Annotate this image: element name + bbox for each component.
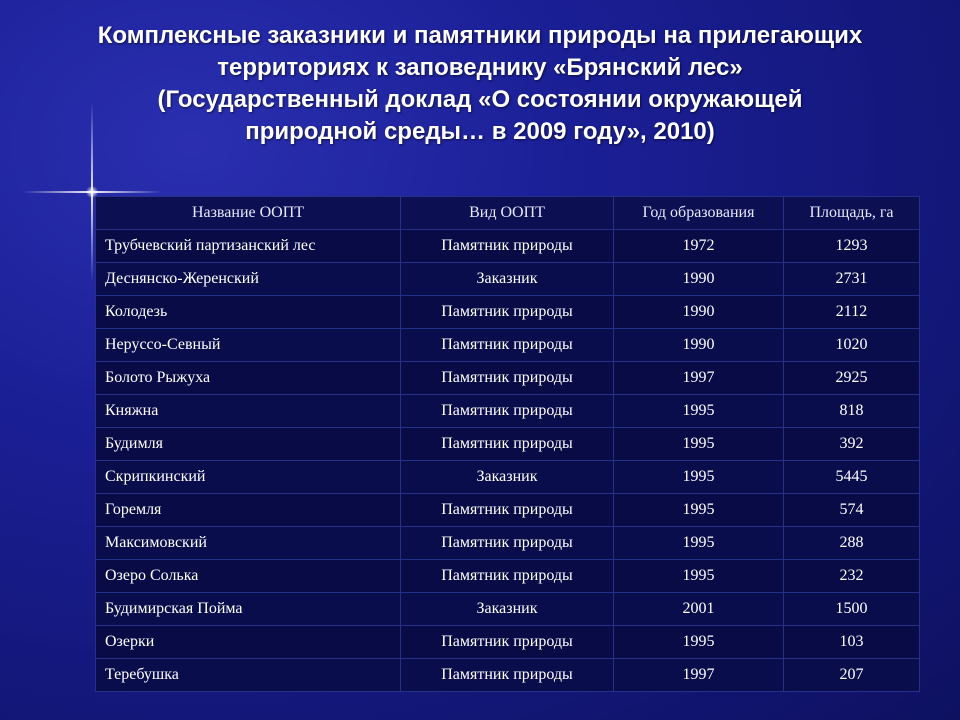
cell-area: 1500 (784, 593, 920, 626)
cell-name: Колодезь (96, 296, 401, 329)
table-row (96, 626, 920, 659)
cell-name: Деснянско-Жеренский (96, 263, 401, 296)
table-row (96, 659, 920, 692)
slide-title (30, 20, 930, 148)
cell-name: Болото Рыжуха (96, 362, 401, 395)
cell-type: Заказник (401, 593, 614, 626)
table-row (96, 428, 920, 461)
cell-area: 1293 (784, 230, 920, 263)
header-name: Название ООПТ (96, 197, 401, 230)
header-type: Вид ООПТ (401, 197, 614, 230)
cell-area: 818 (784, 395, 920, 428)
cell-name: Неруссо-Севный (96, 329, 401, 362)
cell-year: 1995 (614, 626, 784, 659)
cell-type: Памятник природы (401, 230, 614, 263)
cell-type: Памятник природы (401, 362, 614, 395)
table-row (96, 593, 920, 626)
cell-year: 1995 (614, 395, 784, 428)
cell-year: 1995 (614, 461, 784, 494)
cell-area: 1020 (784, 329, 920, 362)
cell-type: Памятник природы (401, 626, 614, 659)
cell-name: Теребушка (96, 659, 401, 692)
table-row (96, 296, 920, 329)
table-row (96, 329, 920, 362)
table-header (96, 197, 920, 230)
cell-type: Памятник природы (401, 527, 614, 560)
cell-year: 1997 (614, 659, 784, 692)
cell-year: 1995 (614, 494, 784, 527)
protected-areas-table-container (95, 196, 919, 692)
cell-name: Максимовский (96, 527, 401, 560)
cell-type: Памятник природы (401, 659, 614, 692)
cell-name: Княжна (96, 395, 401, 428)
cell-year: 1995 (614, 527, 784, 560)
header-area: Площадь, га (784, 197, 920, 230)
table-row (96, 362, 920, 395)
cell-type: Заказник (401, 461, 614, 494)
cell-type: Памятник природы (401, 560, 614, 593)
cell-year: 1997 (614, 362, 784, 395)
cell-area: 288 (784, 527, 920, 560)
cell-type: Памятник природы (401, 494, 614, 527)
cell-type: Памятник природы (401, 296, 614, 329)
title-line-2: территориях к заповеднику «Брянский лес» (217, 54, 743, 81)
title-line-3: (Государственный доклад «О состоянии окружающей (157, 86, 803, 113)
header-year: Год образования (614, 197, 784, 230)
cell-name: Будимля (96, 428, 401, 461)
cell-area: 392 (784, 428, 920, 461)
cell-year: 1990 (614, 296, 784, 329)
cell-name: Озеро Солька (96, 560, 401, 593)
cell-type: Памятник природы (401, 428, 614, 461)
cell-year: 1995 (614, 428, 784, 461)
table-row (96, 395, 920, 428)
cell-name: Озерки (96, 626, 401, 659)
table-row (96, 527, 920, 560)
title-line-1: Комплексные заказники и памятники природы на прилегающих (97, 22, 863, 49)
cell-type: Заказник (401, 263, 614, 296)
cell-area: 2925 (784, 362, 920, 395)
cell-name: Будимирская Пойма (96, 593, 401, 626)
cell-name: Горемля (96, 494, 401, 527)
protected-areas-table (95, 196, 920, 692)
cell-area: 232 (784, 560, 920, 593)
cell-type: Памятник природы (401, 395, 614, 428)
cell-year: 1990 (614, 329, 784, 362)
cell-type: Памятник природы (401, 329, 614, 362)
table-row (96, 560, 920, 593)
cell-area: 103 (784, 626, 920, 659)
cell-name: Скрипкинский (96, 461, 401, 494)
cell-area: 2112 (784, 296, 920, 329)
cell-year: 1972 (614, 230, 784, 263)
cell-name: Трубчевский партизанский лес (96, 230, 401, 263)
table-header-row (96, 197, 920, 230)
cell-year: 2001 (614, 593, 784, 626)
cell-area: 207 (784, 659, 920, 692)
title-line-4: природной среды… в 2009 году», 2010) (245, 118, 715, 145)
table-row (96, 230, 920, 263)
table-row (96, 494, 920, 527)
table-body (96, 230, 920, 692)
table-row (96, 461, 920, 494)
cell-area: 2731 (784, 263, 920, 296)
cell-area: 5445 (784, 461, 920, 494)
cell-year: 1990 (614, 263, 784, 296)
cell-year: 1995 (614, 560, 784, 593)
cell-area: 574 (784, 494, 920, 527)
sparkle-ray-horizontal (22, 191, 162, 193)
table-row (96, 263, 920, 296)
